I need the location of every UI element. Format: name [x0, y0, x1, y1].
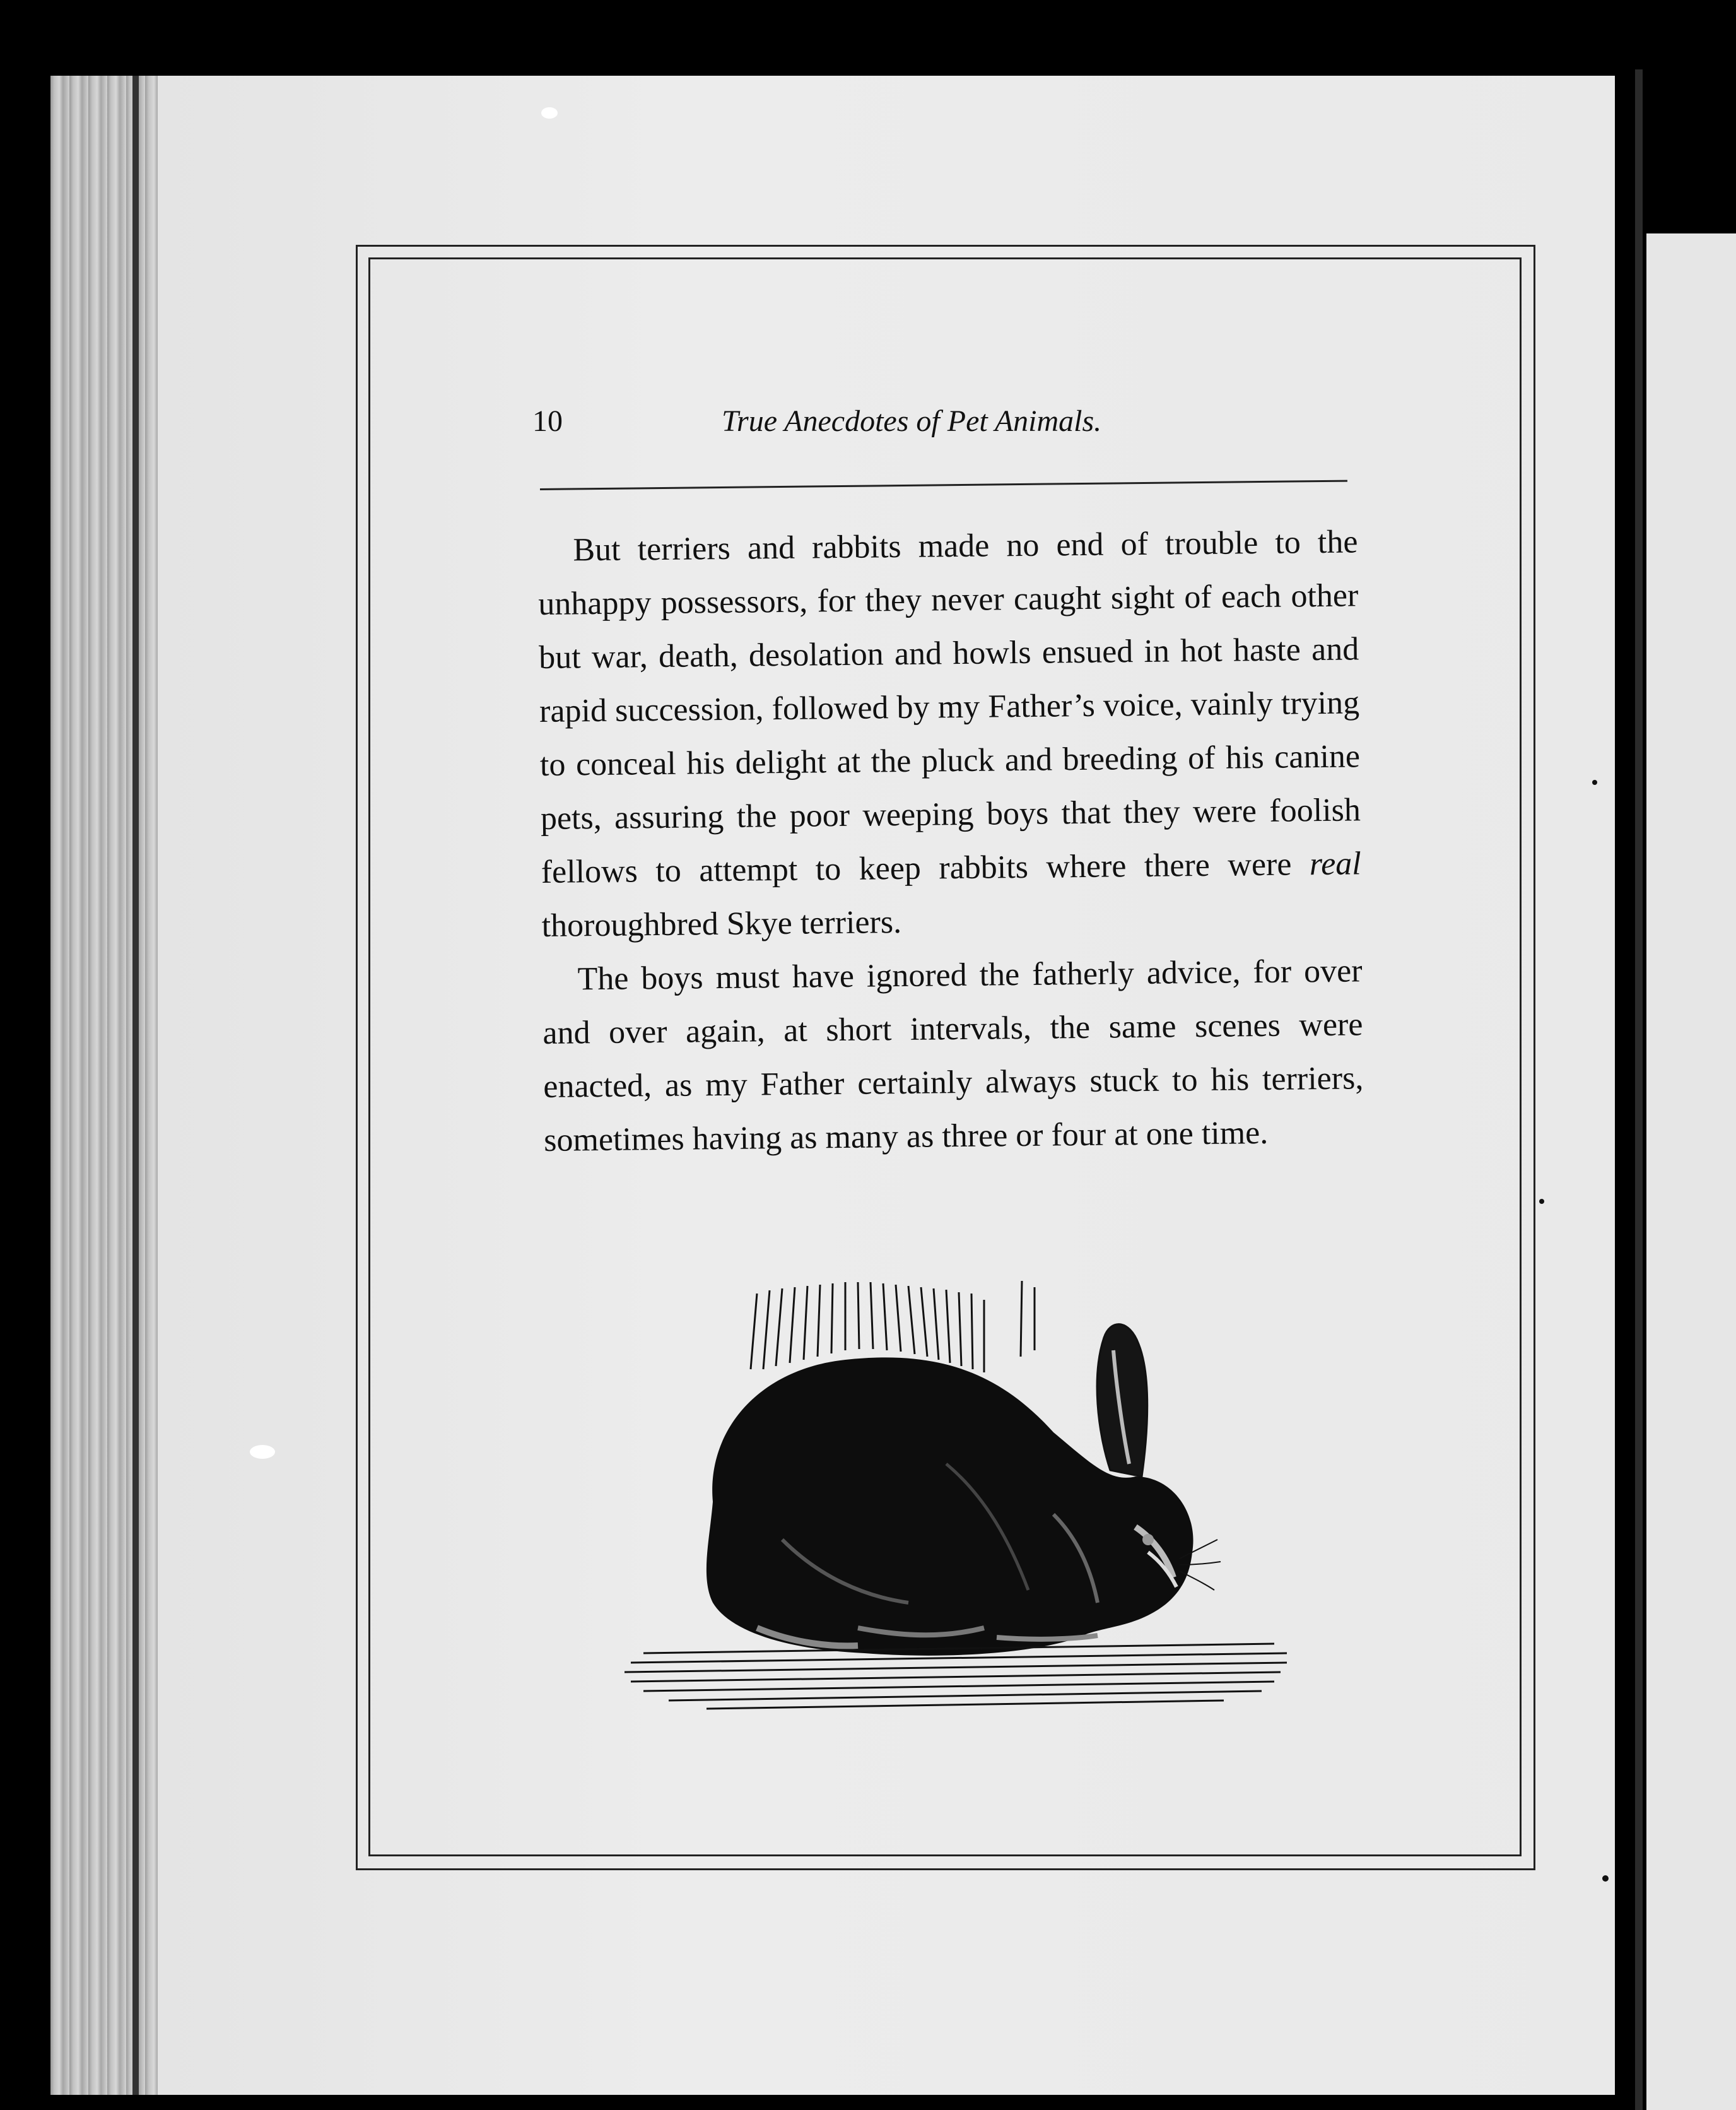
scan-dot — [1592, 780, 1597, 785]
scan-speck — [541, 107, 558, 119]
running-head: True Anecdotes of Pet Animals. — [722, 404, 1102, 438]
paragraph-1-end: thoroughbred Skye terriers. — [541, 904, 902, 944]
page-number: 10 — [532, 404, 563, 438]
rabbit-engraving-icon — [593, 1275, 1337, 1729]
page-header — [532, 404, 1352, 454]
paragraph-2: The boys must have ignored the fatherly advice, for over and over again, at short intervals, the same scenes were enacted, as my Father certainly always stuck to his terriers, sometimes having as many as three or four at one time. — [542, 953, 1364, 1158]
binding-edge — [50, 76, 158, 2095]
facing-page-edge — [1615, 69, 1736, 2110]
paragraph-1-start: But terriers and rabbits made no end of trouble to the unhappy possessors, for they never caught sight of each other but war, death, desolation and howls ensued in hot haste and rapid succession, followed by my Father’s voice, vainly trying to conceal his delight at the pluck and breeding of his canine pets, assuring the poor weeping boys that they were foolish fellows to attempt to keep rabbits where there were — [538, 524, 1361, 890]
italic-word: real — [1309, 846, 1362, 883]
rabbit-ear — [1097, 1324, 1147, 1476]
paragraph-1 — [537, 515, 1362, 953]
scan-dot — [1539, 1199, 1544, 1204]
facing-page-shadow — [1635, 69, 1643, 2110]
scan-speck — [250, 1445, 275, 1459]
scan-dot — [1602, 1875, 1609, 1882]
body-text — [537, 515, 1364, 1167]
facing-page — [1646, 233, 1736, 2110]
binding-line — [132, 76, 139, 2095]
rabbit-illustration — [593, 1275, 1337, 1729]
